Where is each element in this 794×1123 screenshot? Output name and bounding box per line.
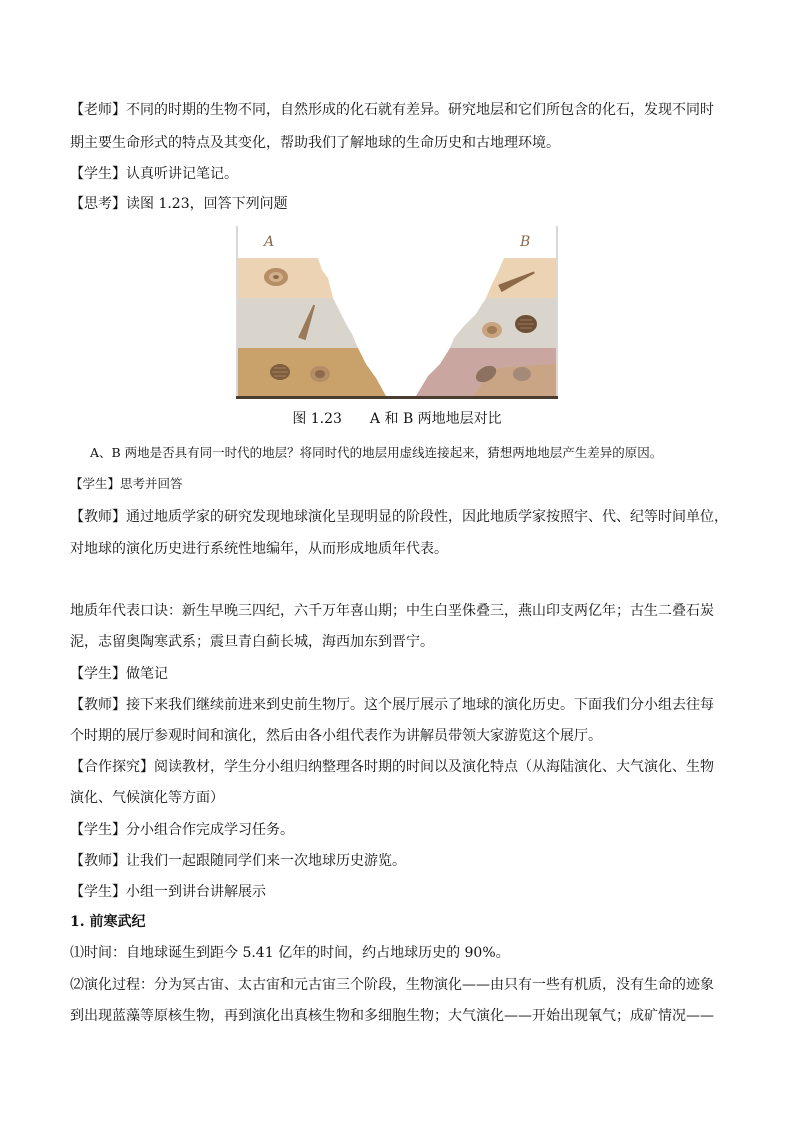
question-text: A、B 两地是否具有同一时代的地层？将同时代的地层用虚线连接起来，猜想两地地层产生差异的原因。 (90, 445, 663, 460)
student-take-notes: 【学生】做笔记 (70, 666, 168, 682)
precambrian-time: ⑴时间：自地球诞生到距今 5.41 亿年的时间，约占地球历史的 90%。 (70, 945, 510, 961)
student-group-task: 【学生】分小组合作完成学习任务。 (70, 822, 294, 838)
precambrian-evolution-line-2: 到出现蓝藻等原核生物，再到演化出真核生物和多细胞生物；大气演化——开始出现氧气；成矿情况—— (70, 1008, 714, 1024)
figure-label-b: B (520, 234, 531, 250)
figure-caption: 图 1.23 A 和 B 两地地层对比 (292, 411, 502, 427)
precambrian-evolution-line-1: ⑵演化过程：分为冥古宙、太古宙和元古宙三个阶段，生物演化——由只有一些有机质，没有生命的迹象 (70, 977, 714, 993)
brachiopod-fossil-b-middle (515, 315, 537, 333)
ammonite-fossil-a-top (264, 268, 288, 286)
teacher-paragraph-line-2: 期主要生命形式的特点及其变化，帮助我们了解地球的生命历史和古地理环境。 (70, 135, 560, 151)
shell-fossil-b-bottom (513, 367, 531, 381)
brachiopod-fossil-a (270, 364, 290, 380)
teacher-paragraph-line-1: 【老师】不同的时期的生物不同，自然形成的化石就有差异。研究地层和它们所包含的化石，发现不同时 (70, 102, 714, 118)
teacher-hall-line-2: 个时期的展厅参观时间和演化，然后由各小组代表作为讲解员带领大家游览这个展厅。 (70, 728, 602, 744)
section-heading-precambrian: 1. 前寒武纪 (70, 914, 146, 930)
cooperative-inquiry-line-1: 【合作探究】阅读教材，学生分小组归纳整理各时期的时间以及演化特点（从海陆演化、大气演化、生物 (70, 759, 714, 775)
teacher-hall-line-1: 【教师】接下来我们继续前进来到史前生物厅。这个展厅展示了地球的演化历史。下面我们分小组去往每 (70, 697, 714, 713)
ammonite-fossil-b (482, 322, 502, 338)
mnemonic-line-2: 泥，志留奥陶寒武系；震旦青白蓟长城，海西加东到晋宁。 (70, 634, 434, 650)
teacher-geology-line-1: 【教师】通过地质学家的研究发现地球演化呈现明显的阶段性，因此地质学家按照宇、代、纪等时间单位， (70, 509, 728, 525)
ammonite-fossil-a-bottom (310, 366, 330, 382)
strata-comparison-figure (236, 226, 558, 402)
think-prompt: 【思考】读图 1.23，回答下列问题 (70, 196, 288, 212)
student-answer-note: 【学生】思考并回答 (70, 476, 183, 491)
mnemonic-line-1: 地质年代表口诀：新生早晚三四纪，六千万年喜山期；中生白垩侏叠三，燕山印支两亿年；古生二叠石炭 (70, 603, 714, 619)
cooperative-inquiry-line-2: 演化、气候演化等方面） (70, 790, 224, 806)
figure-label-a: A (264, 234, 275, 250)
student-paragraph-note: 【学生】认真听讲记笔记。 (70, 166, 238, 182)
teacher-tour-line: 【教师】让我们一起跟随同学们来一次地球历史游览。 (70, 853, 406, 869)
teacher-geology-line-2: 对地球的演化历史进行系统性地编年，从而形成地质年代表。 (70, 541, 448, 557)
strata-illustration (236, 226, 558, 402)
student-presentation-line: 【学生】小组一到讲台讲解展示 (70, 884, 266, 900)
